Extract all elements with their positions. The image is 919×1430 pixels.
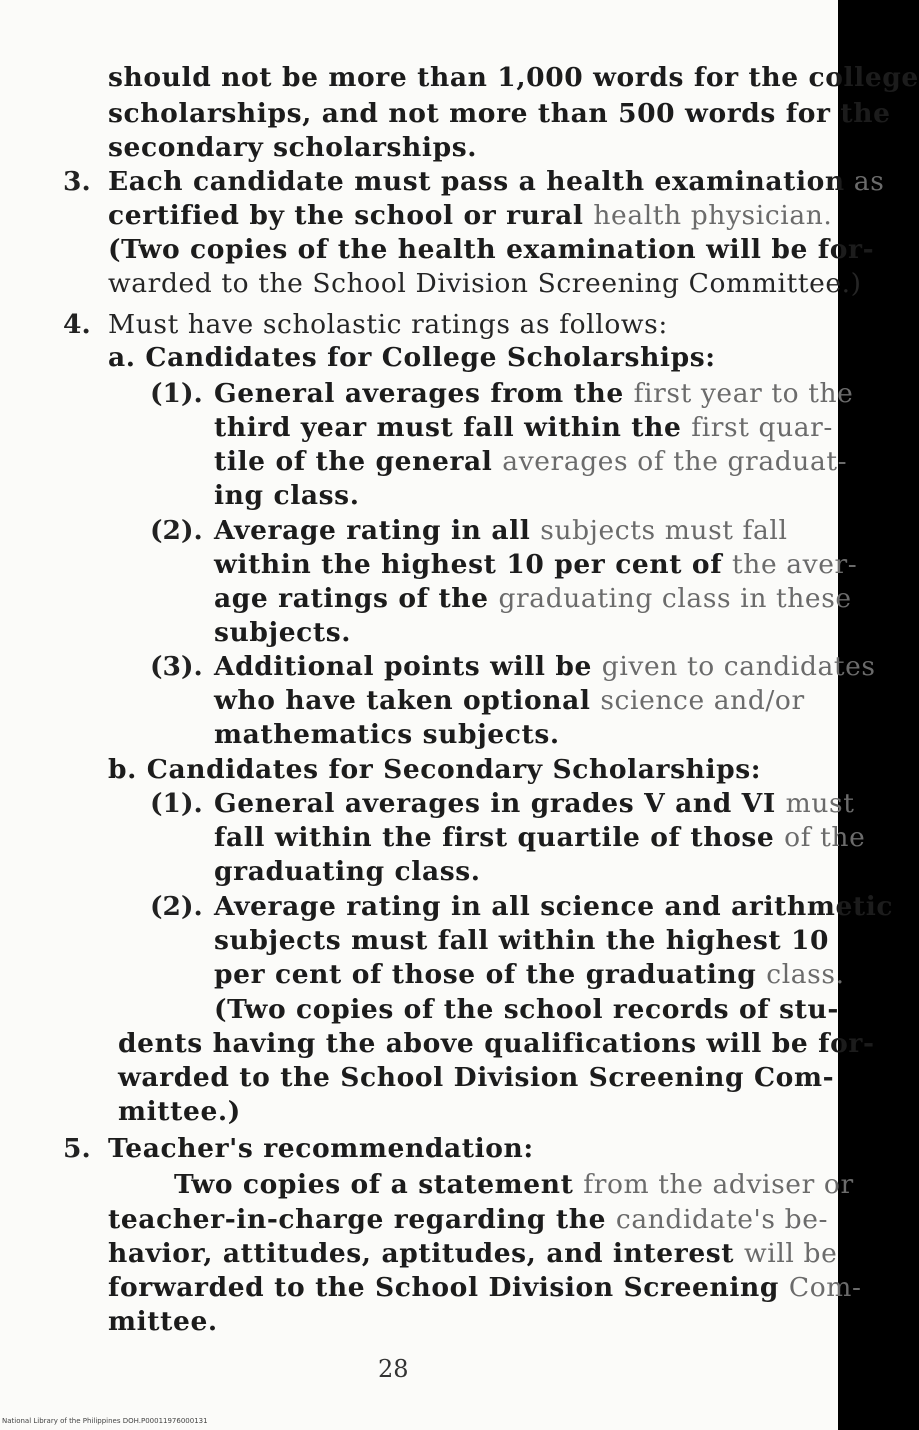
text-span: (Two copies of the school records of stu- <box>214 994 839 1025</box>
text-span: given to candidates <box>601 651 876 682</box>
text-span: havior, attitudes, aptitudes, and interest <box>108 1238 744 1269</box>
text-line <box>214 925 829 957</box>
text-line <box>214 583 852 615</box>
text-span: of the <box>784 822 866 853</box>
text-line <box>214 994 839 1026</box>
text-line <box>118 1028 875 1060</box>
list-number: 3. <box>63 166 91 197</box>
text-line <box>214 446 847 478</box>
text-span: a. Candidates for College Scholarships: <box>108 342 716 373</box>
text-span: ing class. <box>214 480 360 511</box>
text-line <box>108 132 477 164</box>
text-line <box>214 788 855 820</box>
text-line <box>108 62 919 94</box>
text-line <box>108 754 761 786</box>
text-line <box>108 98 891 130</box>
text-line <box>214 617 351 649</box>
list-number: 4. <box>63 309 91 340</box>
page-number: 28 <box>378 1355 409 1383</box>
list-number: (2). <box>150 515 203 546</box>
text-span: averages of the graduat- <box>502 446 848 477</box>
text-line <box>214 891 893 923</box>
text-line <box>214 822 865 854</box>
text-span: within the highest 10 per cent of <box>214 549 733 580</box>
footer-caption: National Library of the Philippines DOH.P00011976000131 <box>2 1417 208 1425</box>
text-span: subjects. <box>214 617 352 648</box>
text-span: Teacher's recommendation: <box>108 1133 534 1164</box>
text-line <box>108 1238 837 1270</box>
text-line <box>214 515 788 547</box>
text-span: who have taken optional <box>214 685 601 716</box>
text-span: fall within the first quartile of those <box>214 822 785 853</box>
text-span: will be <box>743 1238 838 1269</box>
text-span: graduating class in these <box>498 583 852 614</box>
text-span: must <box>785 788 855 819</box>
text-line <box>214 959 845 991</box>
text-span: class. <box>766 959 845 990</box>
text-span: b. Candidates for Secondary Scholarships: <box>108 754 762 785</box>
text-span: the aver- <box>732 549 858 580</box>
text-span: secondary scholarships. <box>108 132 478 163</box>
text-line <box>108 166 884 198</box>
text-span: candidate's be- <box>615 1204 829 1235</box>
text-span: mittee. <box>108 1306 218 1337</box>
text-span: tile of the general <box>214 446 503 477</box>
text-line <box>108 200 832 232</box>
text-span: mittee.) <box>118 1096 241 1127</box>
text-line <box>108 1306 218 1338</box>
text-span: subjects must fall within the highest 10 <box>214 925 830 956</box>
list-number: (2). <box>150 891 203 922</box>
text-span: age ratings of the <box>214 583 499 614</box>
text-span: Com- <box>788 1272 862 1303</box>
text-line <box>108 1204 828 1236</box>
text-span: Each candidate must pass a <box>108 166 547 197</box>
text-span: certified by the school or rural <box>108 200 594 231</box>
text-line <box>108 268 862 300</box>
text-line <box>214 480 360 512</box>
text-span: should not be more than 1,000 words for the college <box>108 62 919 93</box>
text-line <box>214 549 857 581</box>
list-number: (1). <box>150 378 203 409</box>
text-line <box>108 234 874 266</box>
text-line <box>118 1062 834 1094</box>
text-span: mathematics subjects. <box>214 719 560 750</box>
text-span: from the adviser or <box>583 1169 854 1200</box>
text-span: warded to the School Division Screening Com- <box>118 1062 835 1093</box>
text-span: Average rating in all science and arithmetic <box>214 891 894 922</box>
text-span: first year to the <box>633 378 854 409</box>
text-span: General averages in grades V and VI <box>214 788 786 819</box>
text-span: Two copies of a statement <box>174 1169 584 1200</box>
text-line <box>108 309 668 341</box>
text-line <box>214 412 833 444</box>
text-span: third year must fall within the <box>214 412 692 443</box>
text-span: Average rating in all <box>214 515 541 546</box>
text-span: warded to the School Division Screening Committee.) <box>108 268 862 299</box>
text-line <box>214 378 853 410</box>
text-span: (Two copies of the health examination will be for- <box>108 234 875 265</box>
text-line <box>118 1096 241 1128</box>
text-span: graduating class. <box>214 856 481 887</box>
text-line <box>214 856 481 888</box>
text-span: as <box>844 166 885 197</box>
text-span: General averages from the <box>214 378 634 409</box>
text-line <box>214 651 876 683</box>
text-line <box>214 685 805 717</box>
text-span: dents having the above qualifications will be for- <box>118 1028 875 1059</box>
text-line <box>108 1133 534 1165</box>
text-line <box>108 342 716 374</box>
text-line <box>108 1272 862 1304</box>
text-span: per cent of those of the graduating <box>214 959 767 990</box>
list-number: 5. <box>63 1133 91 1164</box>
text-span: subjects must fall <box>540 515 788 546</box>
text-span: health physician. <box>593 200 833 231</box>
text-line <box>214 719 560 751</box>
text-span: first quar- <box>691 412 833 443</box>
text-span: health examination <box>546 166 845 197</box>
text-span: science and/or <box>600 685 805 716</box>
text-span: Additional points will be <box>214 651 602 682</box>
text-span: Must have scholastic ratings as follows: <box>108 309 668 340</box>
list-number: (1). <box>150 788 203 819</box>
text-span: scholarships, and not more than 500 words for the <box>108 98 891 129</box>
list-number: (3). <box>150 651 203 682</box>
text-line <box>174 1169 854 1201</box>
text-span: forwarded to the School Division Screening <box>108 1272 789 1303</box>
text-span: teacher-in-charge regarding the <box>108 1204 616 1235</box>
